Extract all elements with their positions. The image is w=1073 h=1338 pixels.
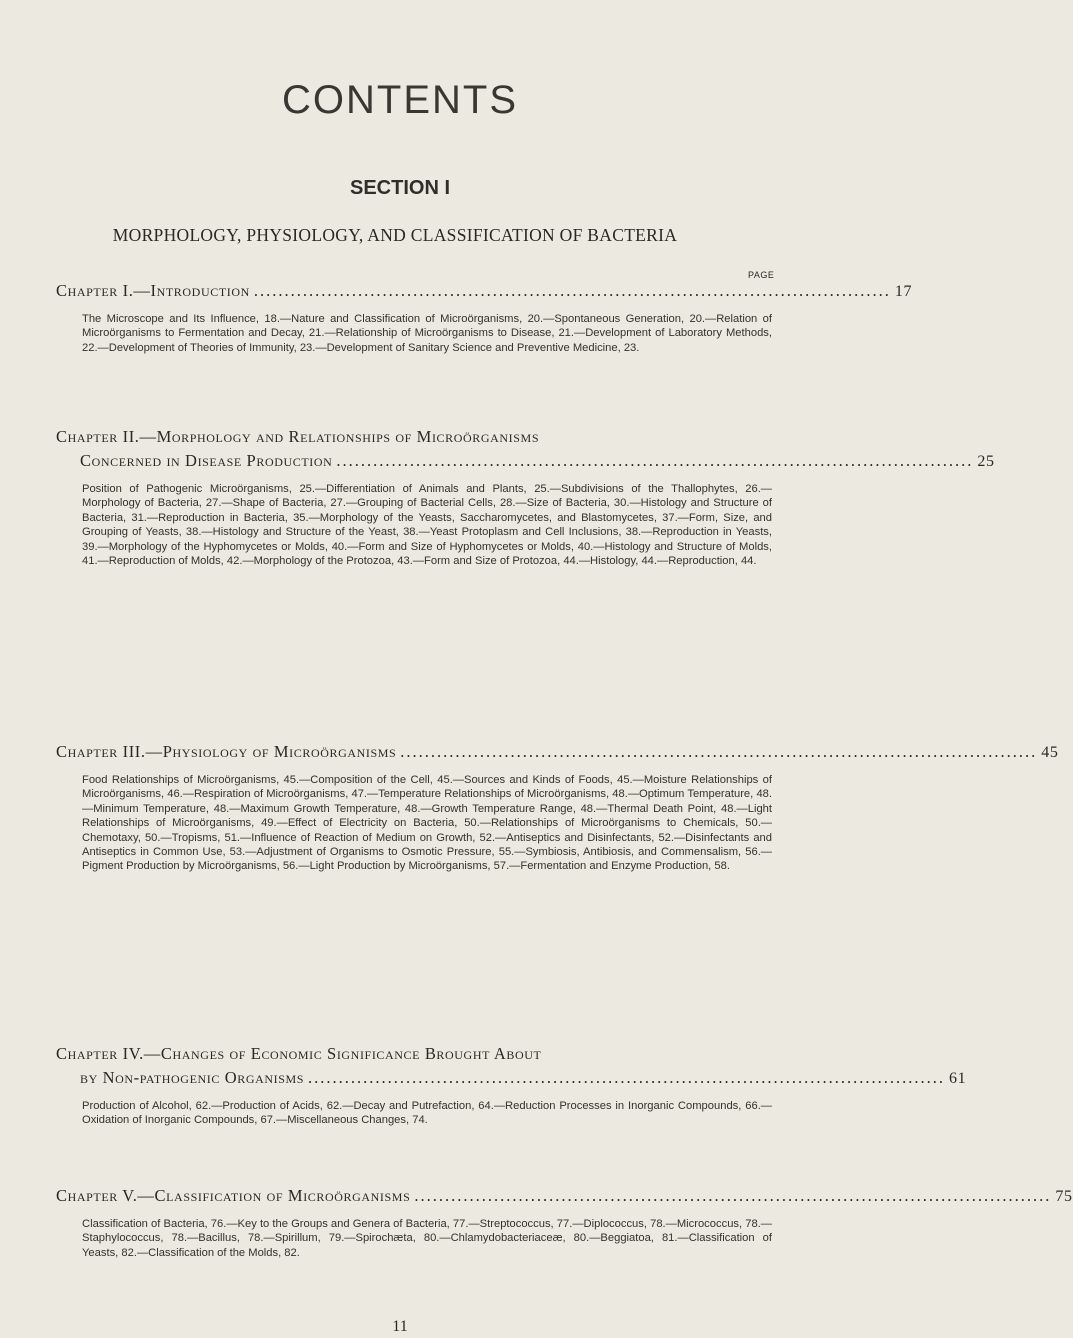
chapter-title: Chapter I.—Introduction [56,281,250,300]
chapter-summary: Position of Pathogenic Microörganisms, 25.—Differentiation of Animals and Plants, 25.—Subdivisions of the Thallophytes, 26.—Morphology of Bacteria, 27.—Shape of Bacteria, 27.—Grouping of Bacterial Cells, 28.—Size of Bacteria, 30.—Histology and Structure of Bacteria, 31.—Reproduction in Bacteria, 35.—Morphology of the Yeasts, Saccharomycetes, and Blastomycetes, 37.—Form, Size, and Grouping of Yeasts, 38.—Histology and Structure of the Yeast, 38.—Yeast Protoplasm and Cell Inclusions, 38.—Reproduction in Yeasts, 39.—Morphology of the Hyphomycetes or Molds, 40.—Form and Size of Hyphomycetes or Molds, 40.—Histology and Structure of Molds, 41.—Reproduction of Molds, 42.—Morphology of the Protozoa, 43.—Form and Size of Protozoa, 44.—Histology, 44.—Reproduction, 44. [82,483,772,568]
chapter-page-number: 75 [1055,1188,1073,1205]
chapter-title-line [56,1184,1073,1209]
chapter-page-number: 61 [949,1070,967,1087]
chapter-title-line [56,279,913,304]
chapter-title: Chapter V.—Classification of Microörganisms [56,1186,411,1205]
leader-dots: ........................................................................................................ [336,451,974,470]
chapter-summary: Classification of Bacteria, 76.—Key to the Groups and Genera of Bacteria, 77.—Streptococcus, 77.—Diplococcus, 78.—Micrococcus, 78.—Staphylococcus, 78.—Bacillus, 78.—Spirillum, 79.—Spirochæta, 80.—Chlamydobacteriaceæ, 80.—Beggiatoa, 81.—Classification of Yeasts, 82.—Classification of the Molds, 82. [82,1218,772,1259]
chapter-summary: Food Relationships of Microörganisms, 45.—Composition of the Cell, 45.—Sources and Kinds of Foods, 45.—Moisture Relationships of Microörganisms, 46.—Respiration of Microörganisms, 47.—Temperature Relationships of Microörganisms, 48.—Optimum Temperature, 48.—Minimum Temperature, 48.—Maximum Growth Temperature, 48.—Growth Temperature Range, 48.—Thermal Death Point, 48.—Light Relationships of Microörganisms, 49.—Effect of Electricity on Bacteria, 50.—Relationships of Microörganisms to Chemicals, 50.—Chemotaxy, 50.—Tropisms, 51.—Influence of Reaction of Medium on Growth, 52.—Antiseptics and Disinfectants, 52.—Disinfectants and Antiseptics in Common Use, 53.—Adjustment of Organisms to Osmotic Pressure, 55.—Symbiosis, Antibiosis, and Commensalism, 56.—Pigment Production by Microörganisms, 56.—Light Production by Microörganisms, 57.—Fermentation and Enzyme Production, 58. [82,774,772,873]
chapter-title: Concerned in Disease Production [80,451,333,470]
chapter-title-line [56,740,1059,765]
chapter-title-line [56,1066,967,1091]
chapter-summary: Production of Alcohol, 62.—Production of Acids, 62.—Decay and Putrefaction, 64.—Reduction Processes in Inorganic Compounds, 66.—Oxidation of Inorganic Compounds, 67.—Miscellaneous Changes, 74. [82,1100,772,1127]
section-heading: MORPHOLOGY, PHYSIOLOGY, AND CLASSIFICATION OF BACTERIA [112,225,678,245]
leader-dots: ........................................................................................................ [308,1068,946,1087]
chapter-title: Chapter III.—Physiology of Microörganisms [56,742,397,761]
section-title: SECTION I [349,177,450,199]
chapter-entry [56,1042,967,1128]
chapter-summary: The Microscope and Its Influence, 18.—Nature and Classification of Microörganisms, 20.—Spontaneous Generation, 20.—Relation of Microörganisms to Fermentation and Decay, 21.—Relationship of Microörganisms to Disease, 21.—Development of Laboratory Methods, 22.—Development of Theories of Immunity, 23.—Development of Sanitary Science and Preventive Medicine, 23. [82,313,772,354]
chapter-entry [56,740,1059,874]
chapter-entry [56,425,995,568]
chapter-title-line [56,449,995,474]
chapter-entry [56,1184,1073,1260]
leader-dots: ........................................................................................................ [400,742,1038,761]
chapter-title: by Non-pathogenic Organisms [80,1068,305,1087]
chapter-entry [56,279,913,355]
leader-dots: ........................................................................................................ [414,1186,1052,1205]
page-column-label: PAGE [748,270,775,280]
chapter-page-number: 45 [1041,744,1059,761]
chapter-page-number: 17 [894,283,913,300]
leader-dots: ........................................................................................................ [253,281,891,300]
chapter-page-number: 25 [977,453,995,470]
folio-number: 11 [392,1318,408,1335]
chapter-title-line1: Chapter II.—Morphology and Relationships of Microörganisms [56,427,540,446]
chapter-title-line1: Chapter IV.—Changes of Economic Significance Brought About [56,1044,542,1063]
page-title: CONTENTS [282,78,518,122]
